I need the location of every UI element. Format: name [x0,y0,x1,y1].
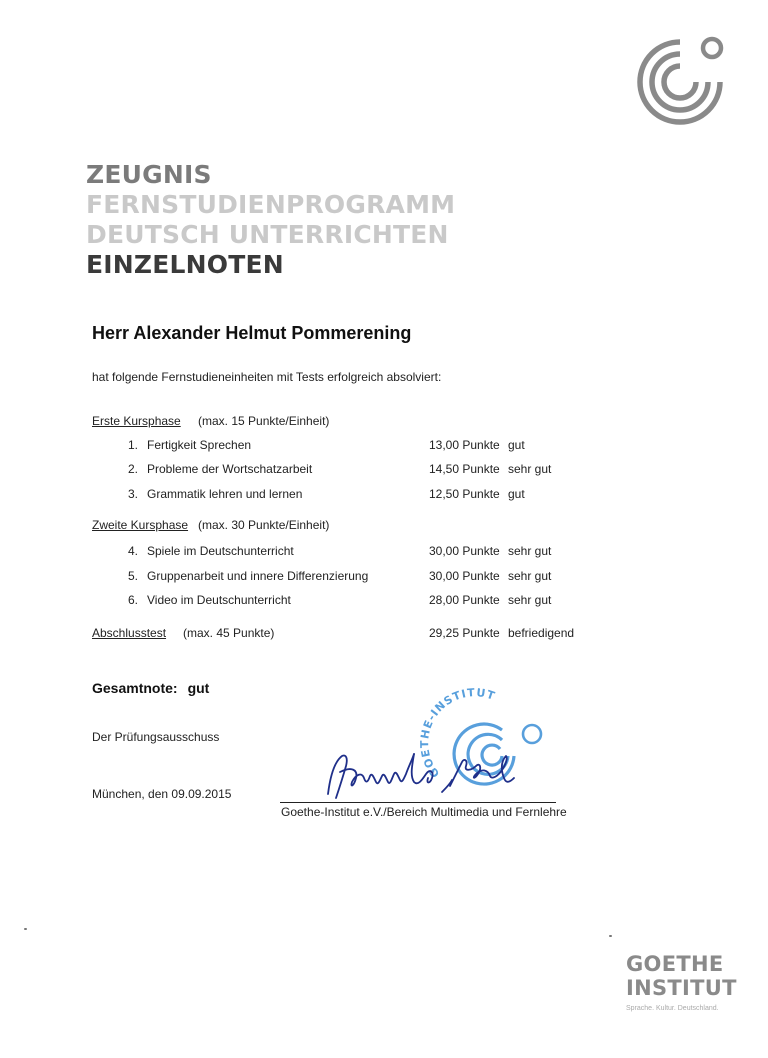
overall-grade-label: Gesamtnote: [92,680,178,696]
intro-text: hat folgende Fernstudieneinheiten mit Tests erfolgreich absolviert: [92,370,442,384]
unit-points: 28,00 Punkte [429,593,500,607]
final-test-label: Abschlusstest [92,626,167,640]
scan-speck [24,928,27,930]
unit-name: Video im Deutschunterricht [147,593,291,607]
unit-name: Grammatik lehren und lernen [147,487,303,501]
unit-number: 2. [128,462,139,476]
title-program: FERNSTUDIENPROGRAMM [86,190,456,219]
unit-number: 5. [128,569,139,583]
unit-name: Spiele im Deutschunterricht [147,544,294,558]
scan-speck [609,935,612,937]
handwritten-signature [322,748,522,800]
title-subject: DEUTSCH UNTERRICHTEN [86,220,449,249]
unit-points: 30,00 Punkte [429,569,500,583]
unit-points: 13,00 Punkte [429,438,500,452]
signature-line [280,802,556,803]
unit-number: 4. [128,544,139,558]
committee-label: Der Prüfungsausschuss [92,730,220,744]
unit-points: 30,00 Punkte [429,544,500,558]
stamp-text: GOETHE-INSTITUT [418,688,498,781]
unit-grade: gut [508,487,525,501]
goethe-logo-icon [626,30,734,135]
unit-points: 14,50 Punkte [429,462,500,476]
wordmark-line2: INSTITUT [626,976,737,1000]
phase2-note: (max. 30 Punkte/Einheit) [198,518,330,532]
place-date: München, den 09.09.2015 [92,787,232,801]
unit-grade: sehr gut [508,462,552,476]
wordmark-tagline: Sprache. Kultur. Deutschland. [626,1005,719,1012]
certificate-title [86,160,455,280]
recipient-name: Herr Alexander Helmut Pommerening [92,323,412,343]
phase1-label: Erste Kursphase [92,414,181,428]
title-einzelnoten: EINZELNOTEN [86,250,284,279]
overall-grade-value: gut [187,680,210,696]
unit-number: 6. [128,593,139,607]
unit-grade: gut [508,438,525,452]
goethe-institut-wordmark [626,952,736,1028]
wordmark-line1: GOETHE [626,952,724,976]
unit-grade: sehr gut [508,544,552,558]
title-zeugnis: ZEUGNIS [86,160,212,189]
unit-grade: sehr gut [508,569,552,583]
overall-grade [92,680,209,696]
final-test-grade: befriedigend [508,626,575,640]
final-test-note: (max. 45 Punkte) [183,626,275,640]
phase1-note: (max. 15 Punkte/Einheit) [198,414,330,428]
phase2-label: Zweite Kursphase [92,518,189,532]
unit-number: 3. [128,487,139,501]
unit-name: Gruppenarbeit und innere Differenzierung [147,569,369,583]
unit-name: Fertigkeit Sprechen [147,438,252,452]
unit-name: Probleme der Wortschatzarbeit [147,462,313,476]
unit-grade: sehr gut [508,593,552,607]
unit-number: 1. [128,438,139,452]
signature-caption: Goethe-Institut e.V./Bereich Multimedia und Fernlehre [281,805,567,819]
final-test-points: 29,25 Punkte [429,626,500,640]
unit-points: 12,50 Punkte [429,487,500,501]
